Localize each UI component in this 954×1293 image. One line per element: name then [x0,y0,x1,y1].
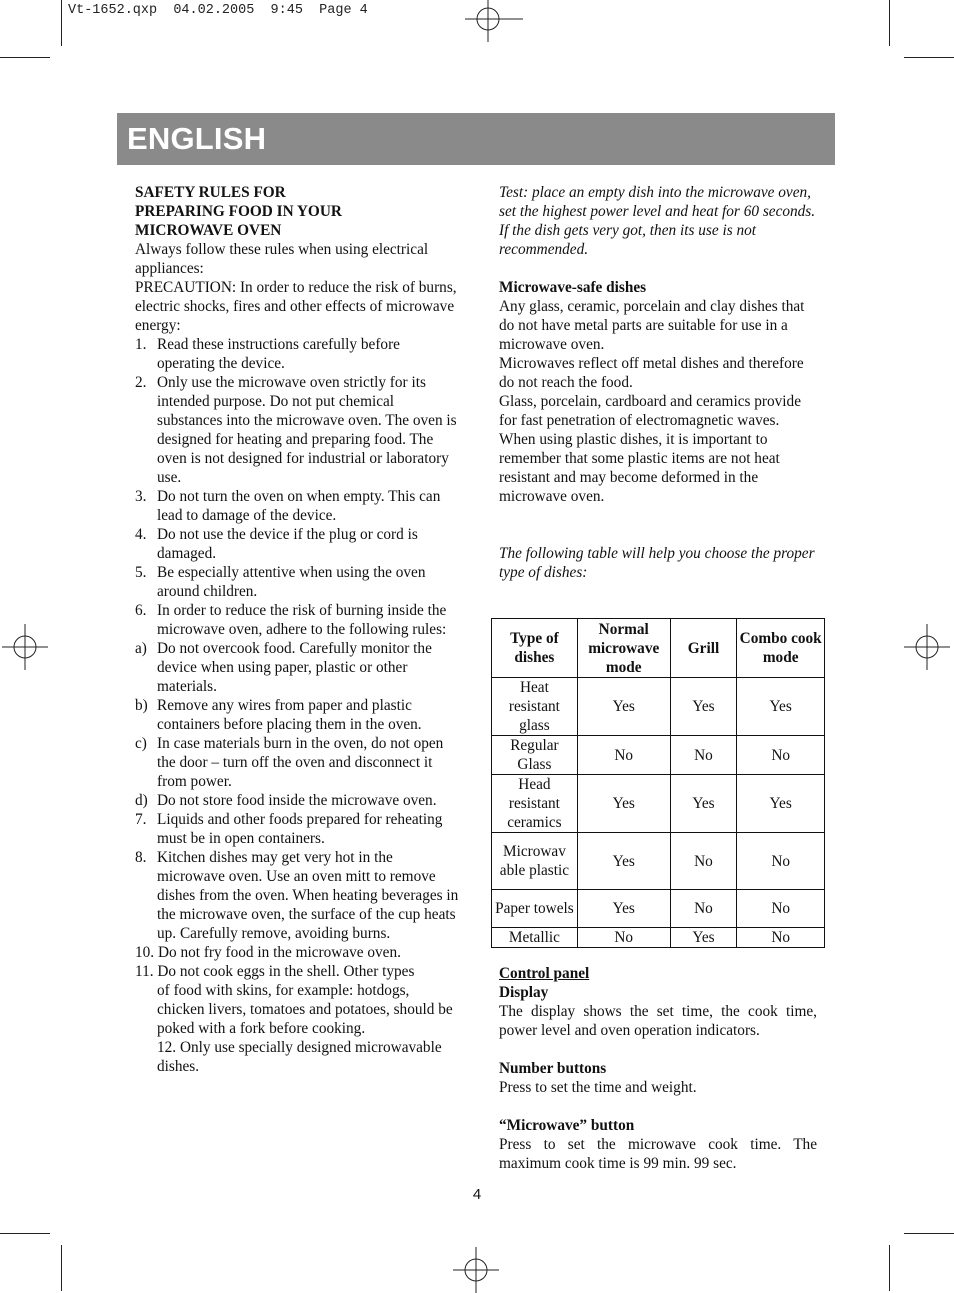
table-cell: Yes [577,775,670,833]
table-cell: No [670,890,737,928]
number-buttons-heading: Number buttons [499,1060,607,1077]
list-item-number: 4. [135,526,147,543]
microwave-button-heading: “Microwave” button [499,1117,635,1134]
list-item [135,601,460,639]
table-cell: Yes [577,890,670,928]
crop-mark [61,1245,62,1291]
list-item-text: Only use the microwave oven strictly for its intended purpose. Do not put chemical substances into the microwave oven. The oven is designed for heating and preparing food. The oven is not designed for industrial or laboratory use. [157,374,457,486]
table-header-cell: Combo cook mode [737,619,825,678]
table-cell: No [737,833,825,890]
table-cell: No [577,928,670,948]
safe-paragraph: When using plastic dishes, it is important to remember that some plastic items are not heat resistant and may become deformed in the microwave oven. [499,431,780,505]
table-cell: No [737,890,825,928]
list-item-number: 1. [135,336,147,353]
table-header-cell: Grill [670,619,737,678]
list-item [135,525,460,563]
microwave-button-text: Press to set the microwave cook time. The maximum cook time is 99 min. 99 sec. [499,1136,817,1172]
registration-mark-icon [904,624,950,670]
list-item-text: Kitchen dishes may get very hot in the microwave oven. Use an oven mitt to remove dishes from the oven. When heating beverages in the microwave oven, the surface of the cup heats up. Carefully remove, avoiding burns. [157,849,459,942]
test-note: Test: place an empty dish into the microwave oven, set the highest power level and heat for 60 seconds. If the dish gets very got, then its use is not recommended. [499,184,816,258]
list-item-number: a) [135,640,147,657]
table-row [492,736,825,775]
table-cell: Regular Glass [492,736,578,775]
table-row [492,775,825,833]
list-item-number: b) [135,697,148,714]
table-row [492,678,825,736]
list-item [135,848,460,943]
table-cell: Yes [577,678,670,736]
list-item [135,791,460,810]
list-item-number: c) [135,735,147,752]
safe-paragraph: Microwaves reflect off metal dishes and therefore do not reach the food. [499,355,804,391]
language-header-title: ENGLISH [127,121,267,156]
list-item-10: 10. Do not fry food in the microwave oven. [135,944,401,961]
list-item-number: 5. [135,564,147,581]
number-buttons-text: Press to set the time and weight. [499,1079,697,1096]
language-header-bar [117,113,835,165]
control-panel-heading: Control panel [499,965,590,982]
list-item-text: Be especially attentive when using the oven around children. [157,564,426,600]
list-item-number: 7. [135,811,147,828]
table-cell: Heat resistant glass [492,678,578,736]
table-cell: Yes [670,775,737,833]
table-cell: Yes [737,775,825,833]
control-panel-section [499,964,817,1173]
table-header-cell: Type of dishes [492,619,578,678]
list-item [135,734,460,791]
safety-heading-line: SAFETY RULES FOR [135,184,286,201]
list-item-number: 8. [135,849,147,866]
crop-mark [889,1245,890,1291]
table-cell: Yes [737,678,825,736]
safe-paragraph: Glass, porcelain, cardboard and ceramics provide for fast penetration of electromagnetic waves. [499,393,801,429]
list-item-text: Liquids and other foods prepared for reheating must be in open containers. [157,811,443,847]
table-cell: Metallic [492,928,578,948]
crop-mark [0,57,50,58]
crop-mark [904,1233,954,1234]
table-cell: Microwav able plastic [492,833,578,890]
list-item-text: In order to reduce the risk of burning inside the microwave oven, adhere to the following rules: [157,602,447,638]
table-row [492,928,825,948]
table-header-row [492,619,825,678]
list-item-number: 6. [135,602,147,619]
intro-paragraph: Always follow these rules when using electrical appliances: [135,241,429,277]
list-item-12: 12. Only use specially designed microwavable dishes. [157,1039,442,1075]
safe-paragraph: Any glass, ceramic, porcelain and clay dishes that do not have metal parts are suitable for use in a microwave oven. [499,298,805,353]
table-cell: No [737,736,825,775]
table-cell: No [670,736,737,775]
display-text: The display shows the set time, the cook time, power level and oven operation indicators. [499,1003,817,1039]
table-cell: No [670,833,737,890]
table-header-cell: Normal microwave mode [577,619,670,678]
table-cell: Yes [670,928,737,948]
list-item-11-first-line: 11. Do not cook eggs in the shell. Other types [135,963,415,980]
page-number: 4 [472,1186,482,1203]
list-item-number: 3. [135,488,147,505]
precaution-paragraph: PRECAUTION: In order to reduce the risk of burns, electric shocks, fires and other effects of microwave energy: [135,279,457,334]
list-item [135,696,460,734]
list-item [135,639,460,696]
list-item-text: Do not turn the oven on when empty. This can lead to damage of the device. [157,488,441,524]
list-item [135,373,460,487]
crop-mark [889,0,890,46]
crop-mark [904,57,954,58]
registration-mark-icon [453,0,523,42]
list-item [135,335,460,373]
list-item-11-continuation [135,981,460,1076]
display-heading: Display [499,984,549,1001]
table-cell: Paper towels [492,890,578,928]
crop-mark [0,1233,50,1234]
list-item-text: Do not overcook food. Carefully monitor the device when using paper, plastic or other materials. [157,640,432,695]
list-item-text: In case materials burn in the oven, do not open the door – turn off the oven and disconnect it from power. [157,735,444,790]
table-cell: No [577,736,670,775]
list-item [135,563,460,601]
safety-heading-line: PREPARING FOOD IN YOUR [135,203,342,220]
list-item-text: Read these instructions carefully before operating the device. [157,336,400,372]
list-item [135,810,460,848]
list-item-11-rest: of food with skins, for example: hotdogs, chicken livers, tomatoes and potatoes, should be poked with a fork before cooking. [157,982,453,1037]
microwave-safe-heading: Microwave-safe dishes [499,279,647,296]
list-item-text: Remove any wires from paper and plastic containers before placing them in the oven. [157,697,422,733]
list-item-number: 2. [135,374,147,391]
list-item-text: Do not store food inside the microwave oven. [157,792,437,809]
print-slug: Vt-1652.qxp 04.02.2005 9:45 Page 4 [68,3,368,18]
registration-mark-icon [2,624,48,670]
table-row [492,890,825,928]
table-cell: No [737,928,825,948]
list-item-text: Do not use the device if the plug or cord is damaged. [157,526,418,562]
safety-heading-line: MICROWAVE OVEN [135,222,282,239]
table-intro: The following table will help you choose the proper type of dishes: [499,545,815,581]
table-row [492,833,825,890]
list-item [135,487,460,525]
list-item-number: d) [135,792,148,809]
dishes-table [491,618,825,948]
registration-mark-icon [453,1247,499,1293]
table-cell: Yes [577,833,670,890]
table-cell: Head resistant ceramics [492,775,578,833]
right-column [499,183,817,582]
table-cell: Yes [670,678,737,736]
left-column [135,183,460,1076]
crop-mark [61,0,62,46]
